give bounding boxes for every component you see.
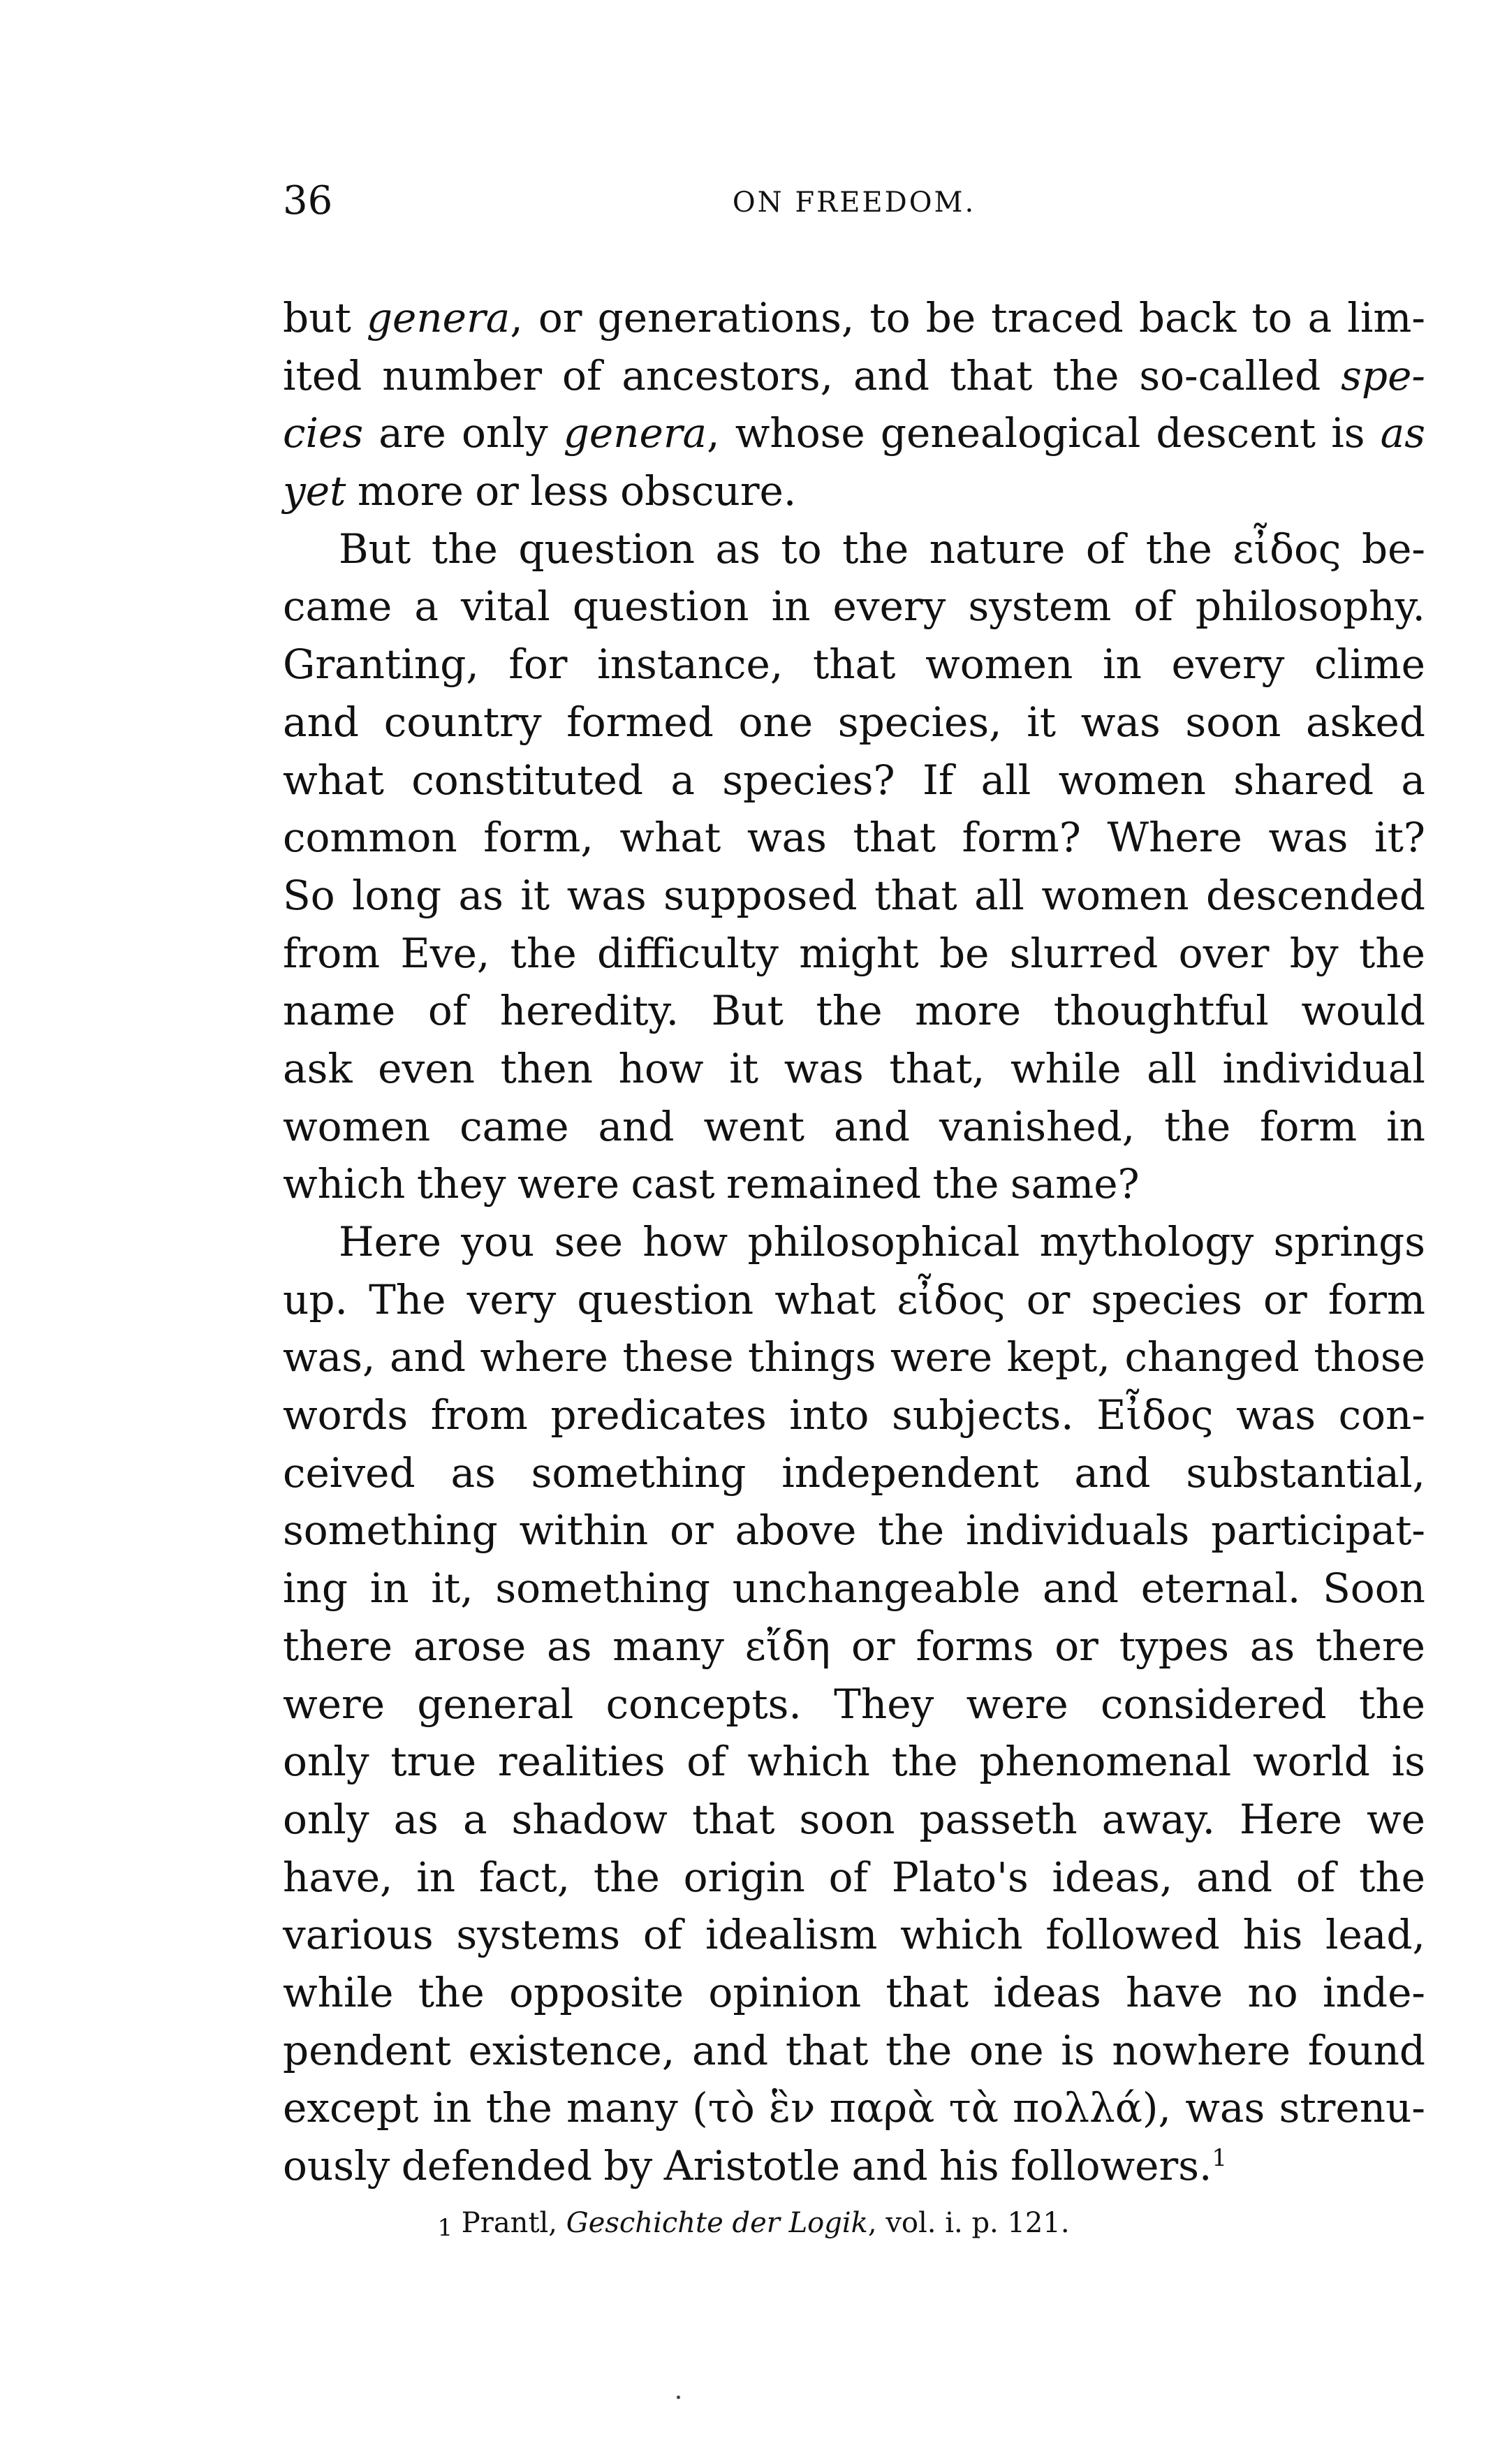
- text-segment: , whose genealogical descent is: [707, 409, 1381, 457]
- text-line: [283, 1618, 1425, 1675]
- text-line: [283, 1906, 1425, 1964]
- italic-text: genera: [563, 409, 707, 457]
- running-title: ON FREEDOM.: [732, 186, 976, 219]
- italic-text: spe-: [1341, 351, 1425, 399]
- page-speck: [677, 2396, 680, 2399]
- text-segment: only as a shadow that soon passeth away. Here we: [283, 1795, 1425, 1843]
- text-segment: were general concepts. They were considered the: [283, 1680, 1425, 1728]
- footnote-rest: , vol. i. p. 121.: [867, 2207, 1070, 2239]
- text-line: [283, 1964, 1425, 2022]
- text-segment: Here you see how philosophical mythology springs: [339, 1218, 1425, 1266]
- text-segment: name of heredity. But the more thoughtful would: [283, 987, 1425, 1035]
- italic-text: as: [1380, 409, 1425, 457]
- text-segment: ing in it, something unchangeable and eternal. Soon: [283, 1564, 1425, 1613]
- text-line: [283, 809, 1425, 867]
- text-segment: there arose as many εἴδη or forms or types as there: [283, 1622, 1425, 1670]
- text-segment: But the question as to the nature of the εἶδος be-: [339, 525, 1425, 573]
- text-segment: ask even then how it was that, while all individual: [283, 1044, 1425, 1092]
- text-line: [283, 347, 1425, 405]
- text-line: [283, 462, 1425, 520]
- text-segment: various systems of idealism which followed his lead,: [283, 1911, 1425, 1959]
- text-segment: common form, what was that form? Where was it?: [283, 814, 1425, 862]
- text-segment: Granting, for instance, that women in every clime: [283, 640, 1425, 689]
- italic-text: cies: [283, 409, 364, 457]
- footnote-title: Geschichte der Logik: [566, 2207, 868, 2239]
- text-segment: words from predicates into subjects. Εἶδος was con-: [283, 1391, 1425, 1439]
- text-line: [283, 751, 1425, 809]
- text-line: [283, 925, 1425, 983]
- text-line: [283, 289, 1425, 347]
- text-segment: only true realities of which the phenomenal world is: [283, 1738, 1425, 1786]
- text-line: [283, 636, 1425, 694]
- text-line: [283, 1328, 1425, 1386]
- text-line: [283, 1271, 1425, 1329]
- text-line: [283, 578, 1425, 636]
- text-line: [283, 1791, 1425, 1849]
- text-line: [283, 1155, 1425, 1213]
- text-segment: have, in fact, the origin of Plato's ideas, and of the: [283, 1853, 1425, 1901]
- text-segment: what constituted a species? If all women shared a: [283, 756, 1425, 804]
- text-line: [283, 867, 1425, 925]
- text-segment: , or generations, to be traced back to a lim-: [510, 294, 1425, 342]
- text-line: [283, 404, 1425, 462]
- text-line: [283, 1733, 1425, 1791]
- text-line: [283, 1098, 1425, 1156]
- page-number: 36: [283, 178, 333, 223]
- text-segment: but: [283, 294, 367, 342]
- text-segment: ceived as something independent and substantial,: [283, 1449, 1425, 1497]
- text-segment: came a vital question in every system of philosophy.: [283, 582, 1425, 631]
- text-line: [283, 1213, 1425, 1271]
- footnote-author: Prantl,: [461, 2207, 566, 2239]
- text-line: [283, 2079, 1425, 2137]
- text-segment: more or less obscure.: [346, 467, 797, 515]
- text-line: [283, 520, 1425, 578]
- text-segment: up. The very question what εἶδος or species or form: [283, 1275, 1425, 1323]
- text-line: [283, 1040, 1425, 1098]
- text-segment: So long as it was supposed that all women descended: [283, 871, 1425, 919]
- text-segment: ously defended by Aristotle and his followers.: [283, 2142, 1212, 2190]
- page-header: [283, 178, 1425, 234]
- text-segment: which they were cast remained the same?: [283, 1160, 1140, 1208]
- text-line: [283, 2022, 1425, 2080]
- text-segment: and country formed one species, it was soon asked: [283, 698, 1425, 746]
- text-line: [283, 2137, 1425, 2195]
- text-segment: something within or above the individuals participat-: [283, 1506, 1425, 1555]
- italic-text: yet: [283, 467, 346, 515]
- footnote-reference[interactable]: 1: [1212, 2144, 1228, 2172]
- text-segment: are only: [363, 409, 564, 457]
- text-segment: ited number of ancestors, and that the so-called: [283, 351, 1341, 399]
- text-segment: pendent existence, and that the one is nowhere found: [283, 2026, 1425, 2074]
- text-segment: was, and where these things were kept, changed those: [283, 1333, 1425, 1381]
- text-segment: from Eve, the difficulty might be slurred over by the: [283, 929, 1425, 977]
- body-text: [283, 289, 1425, 2195]
- text-line: [283, 1849, 1425, 1907]
- footnote-mark: 1: [437, 2214, 453, 2242]
- italic-text: genera: [366, 294, 510, 342]
- text-segment: while the opposite opinion that ideas have no inde-: [283, 1968, 1425, 2016]
- text-line: [283, 1675, 1425, 1733]
- text-line: [283, 694, 1425, 751]
- text-line: [283, 1386, 1425, 1444]
- footnote: [0, 2207, 1507, 2249]
- text-line: [283, 1502, 1425, 1560]
- text-line: [283, 1444, 1425, 1502]
- text-segment: except in the many (τὸ ἓν παρὰ τὰ πολλά), was strenu-: [283, 2084, 1425, 2132]
- text-segment: women came and went and vanished, the form in: [283, 1102, 1425, 1150]
- text-line: [283, 982, 1425, 1040]
- text-line: [283, 1560, 1425, 1618]
